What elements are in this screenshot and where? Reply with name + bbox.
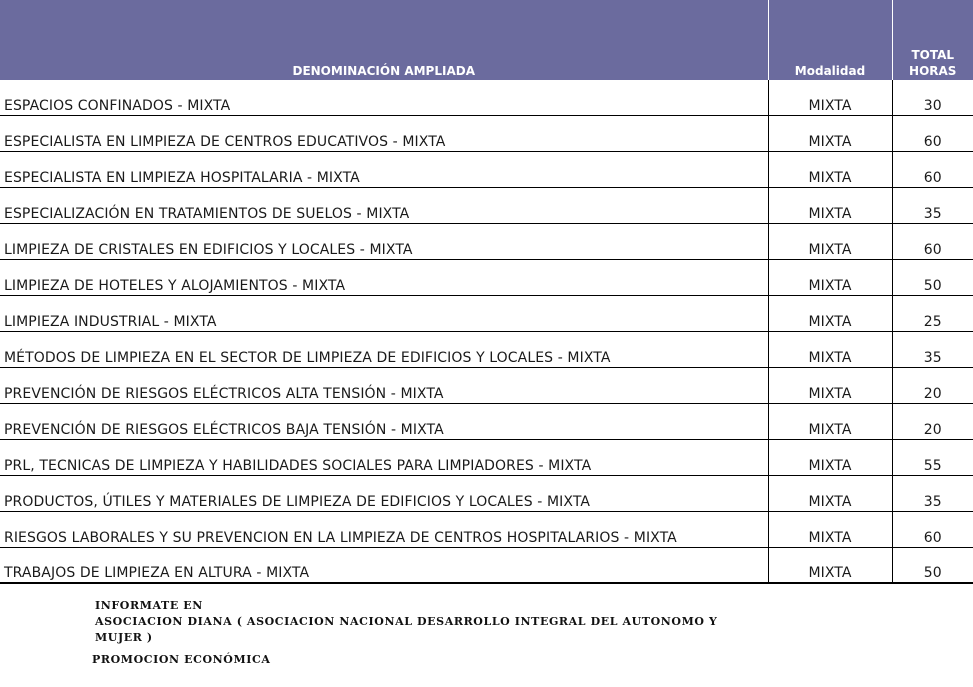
course-horas: 50 [892,260,973,296]
course-modalidad: MIXTA [768,368,892,404]
course-horas: 35 [892,332,973,368]
course-horas: 20 [892,404,973,440]
footer-info [95,598,717,646]
table-row [0,116,973,152]
course-name: PREVENCIÓN DE RIESGOS ELÉCTRICOS BAJA TENSIÓN - MIXTA [0,404,768,440]
course-name: MÉTODOS DE LIMPIEZA EN EL SECTOR DE LIMPIEZA DE EDIFICIOS Y LOCALES - MIXTA [0,332,768,368]
footer-line-informate: INFORMATE EN [95,599,203,612]
table-row [0,476,973,512]
header-total-line2: HORAS [909,64,957,78]
table-row [0,512,973,548]
course-modalidad: MIXTA [768,116,892,152]
course-name: PRODUCTOS, ÚTILES Y MATERIALES DE LIMPIEZA DE EDIFICIOS Y LOCALES - MIXTA [0,476,768,512]
table-row [0,440,973,476]
course-horas: 60 [892,224,973,260]
footer-line-mujer: MUJER ) [95,631,153,644]
course-horas: 50 [892,548,973,584]
course-horas: 30 [892,80,973,116]
course-modalidad: MIXTA [768,548,892,584]
course-modalidad: MIXTA [768,296,892,332]
course-name: LIMPIEZA DE CRISTALES EN EDIFICIOS Y LOCALES - MIXTA [0,224,768,260]
header-total-horas [892,0,973,80]
course-modalidad: MIXTA [768,332,892,368]
course-horas: 25 [892,296,973,332]
course-horas: 35 [892,188,973,224]
table-row [0,548,973,584]
course-horas: 20 [892,368,973,404]
course-modalidad: MIXTA [768,80,892,116]
course-horas: 55 [892,440,973,476]
course-name: LIMPIEZA DE HOTELES Y ALOJAMIENTOS - MIXTA [0,260,768,296]
course-name: PRL, TECNICAS DE LIMPIEZA Y HABILIDADES SOCIALES PARA LIMPIADORES - MIXTA [0,440,768,476]
table-row [0,188,973,224]
table-row [0,296,973,332]
header-total-line1: TOTAL [911,48,955,62]
footer-promocion: PROMOCION ECONÓMICA [92,653,271,666]
table-row [0,260,973,296]
course-modalidad: MIXTA [768,404,892,440]
course-modalidad: MIXTA [768,476,892,512]
course-name: TRABAJOS DE LIMPIEZA EN ALTURA - MIXTA [0,548,768,584]
course-name: ESPECIALISTA EN LIMPIEZA HOSPITALARIA - MIXTA [0,152,768,188]
course-name: ESPECIALIZACIÓN EN TRATAMIENTOS DE SUELOS - MIXTA [0,188,768,224]
course-modalidad: MIXTA [768,440,892,476]
course-name: ESPECIALISTA EN LIMPIEZA DE CENTROS EDUCATIVOS - MIXTA [0,116,768,152]
course-name: LIMPIEZA INDUSTRIAL - MIXTA [0,296,768,332]
table-row [0,80,973,116]
header-modalidad: Modalidad [768,0,892,80]
table-row [0,152,973,188]
course-modalidad: MIXTA [768,152,892,188]
course-modalidad: MIXTA [768,188,892,224]
table-row [0,404,973,440]
header-denominacion: DENOMINACIÓN AMPLIADA [0,0,768,80]
course-horas: 60 [892,152,973,188]
table-row [0,224,973,260]
table-row [0,332,973,368]
course-name: RIESGOS LABORALES Y SU PREVENCION EN LA LIMPIEZA DE CENTROS HOSPITALARIOS - MIXTA [0,512,768,548]
course-modalidad: MIXTA [768,260,892,296]
footer-line-asociacion: ASOCIACION DIANA ( ASOCIACION NACIONAL DESARROLLO INTEGRAL DEL AUTONOMO Y [95,615,718,628]
course-horas: 60 [892,116,973,152]
course-name: PREVENCIÓN DE RIESGOS ELÉCTRICOS ALTA TENSIÓN - MIXTA [0,368,768,404]
course-horas: 35 [892,476,973,512]
course-modalidad: MIXTA [768,224,892,260]
course-modalidad: MIXTA [768,512,892,548]
table-header-row [0,0,973,80]
course-horas: 60 [892,512,973,548]
course-name: ESPACIOS CONFINADOS - MIXTA [0,80,768,116]
table-row [0,368,973,404]
